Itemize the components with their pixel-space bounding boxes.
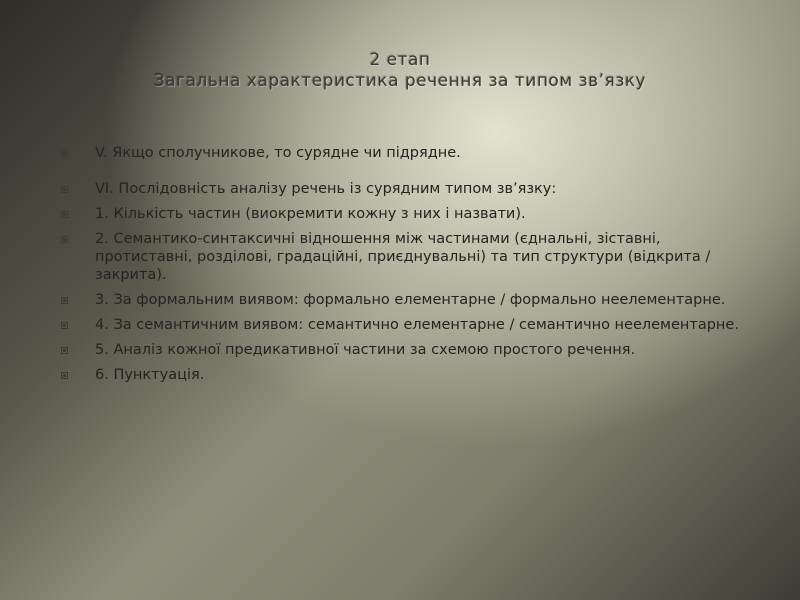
title-heading: Загальна характеристика речення за типом зв’язку	[153, 71, 647, 91]
list-item-text: 6. Пунктуація.	[95, 367, 205, 383]
list-item-text: 5. Аналіз кожної предикативної частини за схемою простого речення.	[95, 342, 636, 358]
list-item	[58, 144, 758, 162]
title-stage: 2 етап	[369, 50, 431, 70]
list-item-text: 4. За семантичним виявом: семантично елементарне / семантично неелементарне.	[95, 317, 739, 333]
square-bullet-icon	[61, 297, 68, 304]
list-item	[58, 316, 758, 334]
list-item-text: 1. Кількість частин (виокремити кожну з них і назвати).	[95, 206, 526, 222]
list-item-text: VI. Послідовність аналізу речень із сурядним типом зв’язку:	[95, 181, 557, 197]
list-item-text: V. Якщо сполучникове, то сурядне чи підрядне.	[95, 145, 461, 161]
list-item	[58, 291, 758, 309]
bullet-list	[58, 144, 758, 391]
slide-title	[60, 50, 740, 92]
list-item-text: 3. За формальним виявом: формально елементарне / формально неелементарне.	[95, 292, 726, 308]
list-item	[58, 230, 758, 284]
list-item	[58, 341, 758, 359]
list-item-text: 2. Семантико-синтаксичні відношення між частинами (єднальні, зіставні, протиставні, розділові, градаційні, приєднувальні) та тип структури (відкрита / закрита).	[95, 231, 711, 283]
square-bullet-icon	[61, 347, 68, 354]
square-bullet-icon	[61, 211, 68, 218]
list-item	[58, 366, 758, 384]
square-bullet-icon	[61, 372, 68, 379]
list-item	[58, 205, 758, 223]
square-bullet-icon	[61, 186, 68, 193]
square-bullet-icon	[61, 150, 68, 157]
list-item	[58, 180, 758, 198]
square-bullet-icon	[61, 322, 68, 329]
square-bullet-icon	[61, 236, 68, 243]
